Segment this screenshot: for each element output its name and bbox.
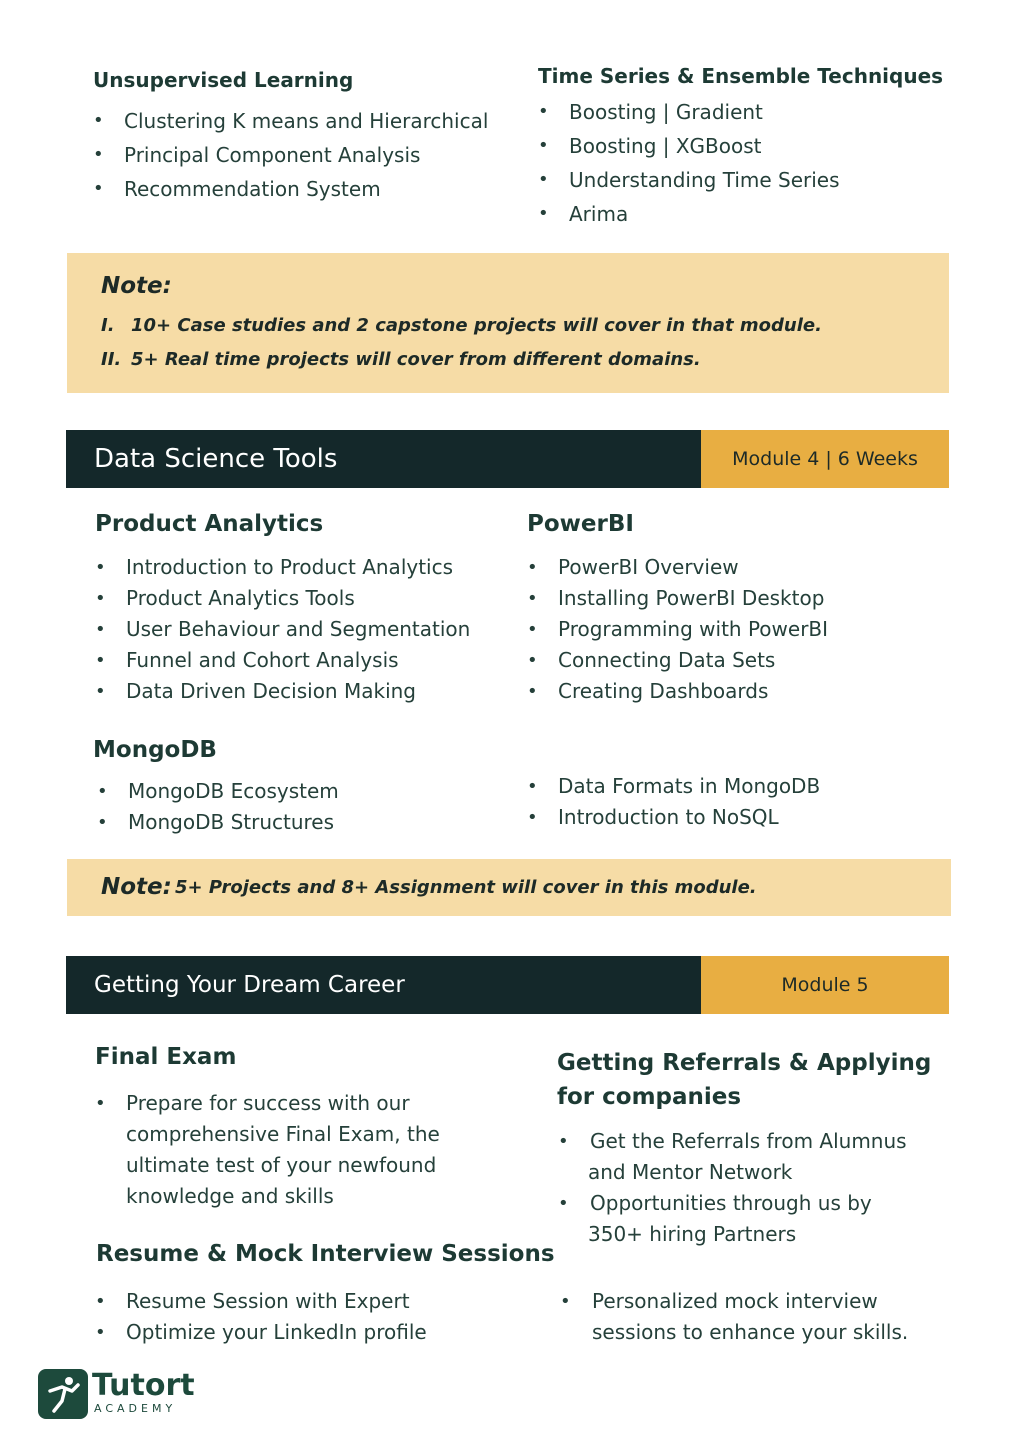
list-item-line: Opportunities through us by xyxy=(590,1191,872,1215)
module-tag: Module 4 | 6 Weeks xyxy=(701,430,949,488)
note-box xyxy=(67,859,951,916)
list-item: • MongoDB Structures xyxy=(97,807,339,838)
list-item: • PowerBI Overview xyxy=(527,552,828,583)
module-title: Getting Your Dream Career xyxy=(94,972,405,998)
list-item-line: comprehensive Final Exam, the xyxy=(126,1122,440,1146)
powerbi-list xyxy=(527,552,828,707)
time-series-list xyxy=(538,95,840,231)
list-item: • Clustering K means and Hierarchical xyxy=(93,104,488,138)
list-item: • Product Analytics Tools xyxy=(95,583,470,614)
powerbi-title: PowerBI xyxy=(527,511,634,537)
list-item: • Resume Session with Expert xyxy=(95,1286,427,1317)
list-item: • Data Driven Decision Making xyxy=(95,676,470,707)
list-item: • Programming with PowerBI xyxy=(527,614,828,645)
note-line: 10+ Case studies and 2 capstone projects will cover in that module. xyxy=(131,315,822,336)
list-item-line: 350+ hiring Partners xyxy=(588,1222,797,1246)
list-item: • Boosting | Gradient xyxy=(538,95,840,129)
time-series-title: Time Series & Ensemble Techniques xyxy=(538,64,944,88)
note-title: Note: xyxy=(101,273,172,299)
list-item: • Boosting | XGBoost xyxy=(538,129,840,163)
bullet-icon: • xyxy=(560,1291,571,1312)
list-item-line: Prepare for success with our xyxy=(126,1091,410,1115)
mongodb-list-right xyxy=(527,771,820,833)
bullet-icon: • xyxy=(558,1193,569,1214)
resume-right-item xyxy=(560,1286,960,1348)
list-item: • Introduction to Product Analytics xyxy=(95,552,470,583)
final-exam-title: Final Exam xyxy=(95,1044,237,1070)
list-item-line: and Mentor Network xyxy=(588,1160,793,1184)
module-tag: Module 5 xyxy=(701,956,949,1014)
product-analytics-list xyxy=(95,552,470,707)
list-item-line: Get the Referrals from Alumnus xyxy=(590,1129,907,1153)
bullet-icon: • xyxy=(558,1131,569,1152)
module-header-bar xyxy=(66,956,949,1014)
referrals-title-line: for companies xyxy=(557,1084,742,1110)
note-line: 5+ Real time projects will cover from different domains. xyxy=(131,349,701,370)
list-item: • Arima xyxy=(538,197,840,231)
list-item: • Principal Component Analysis xyxy=(93,138,488,172)
note-box xyxy=(67,253,949,393)
list-item: • Funnel and Cohort Analysis xyxy=(95,645,470,676)
resume-list xyxy=(95,1286,427,1348)
referrals-title-line: Getting Referrals & Applying xyxy=(557,1050,932,1076)
list-item: • Creating Dashboards xyxy=(527,676,828,707)
note-num: II. xyxy=(101,349,122,370)
runner-icon xyxy=(38,1369,88,1419)
note-title: Note: xyxy=(101,874,172,900)
bullet-icon: • xyxy=(95,1093,106,1114)
list-item: • Connecting Data Sets xyxy=(527,645,828,676)
mongodb-title: MongoDB xyxy=(93,737,217,763)
module-title: Data Science Tools xyxy=(94,444,338,474)
list-item: • Data Formats in MongoDB xyxy=(527,771,820,802)
list-item: • User Behaviour and Segmentation xyxy=(95,614,470,645)
unsupervised-title: Unsupervised Learning xyxy=(93,68,354,92)
logo-sub: ACADEMY xyxy=(94,1402,177,1415)
list-item: • Installing PowerBI Desktop xyxy=(527,583,828,614)
referrals-title xyxy=(557,1046,931,1114)
resume-title: Resume & Mock Interview Sessions xyxy=(96,1241,555,1267)
module-header-bar xyxy=(66,430,949,488)
list-item: • MongoDB Ecosystem xyxy=(97,776,339,807)
mongodb-list-left xyxy=(97,776,339,838)
unsupervised-list xyxy=(93,104,488,206)
list-item-line: ultimate test of your newfound xyxy=(126,1153,437,1177)
list-item-line: knowledge and skills xyxy=(126,1184,334,1208)
list-item: • Optimize your LinkedIn profile xyxy=(95,1317,427,1348)
product-analytics-title: Product Analytics xyxy=(95,511,324,537)
note-line: 5+ Projects and 8+ Assignment will cover in this module. xyxy=(175,877,757,898)
list-item-line: Personalized mock interview xyxy=(592,1289,878,1313)
list-item-line: sessions to enhance your skills. xyxy=(592,1320,909,1344)
list-item: • Recommendation System xyxy=(93,172,488,206)
list-item: • Understanding Time Series xyxy=(538,163,840,197)
note-num: I. xyxy=(101,315,115,336)
list-item: • Introduction to NoSQL xyxy=(527,802,820,833)
referrals-list xyxy=(558,1126,958,1256)
logo-name: Tutort xyxy=(92,1368,195,1403)
